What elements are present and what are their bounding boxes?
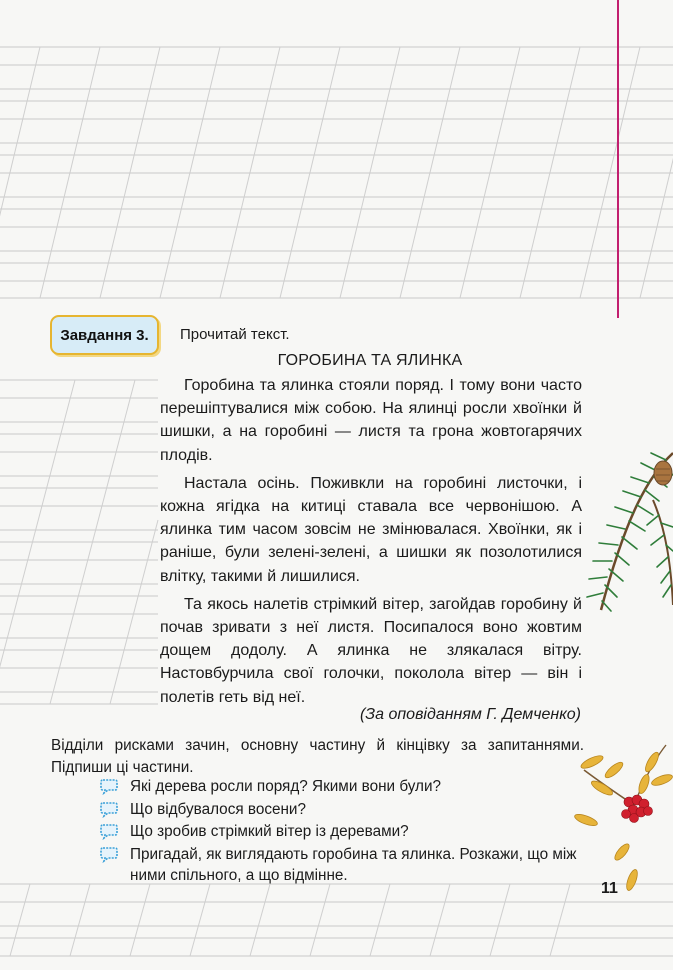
spruce-branch-illustration (571, 445, 673, 615)
story-source: (За оповіданням Г. Демченко) (359, 706, 581, 723)
question-item (100, 821, 584, 843)
story-paragraph: Горобина та ялинка стояли поряд. І тому вони часто перешіптувалися між собою. На ялинці росли хвоїнки й шишки, а на горобині — листя та грона жовтогарячих плодів. (160, 377, 582, 464)
question-text: Що відбувалося восени? (130, 800, 306, 818)
exercise-instruction: Відділи рисками зачин, основну частину й кінцівку за запитаннями. Підпиши ці частини. (51, 737, 584, 776)
question-item (100, 799, 584, 821)
story-title: ГОРОБИНА ТА ЯЛИНКА (277, 352, 463, 369)
story-paragraph: Настала осінь. Поживкли на горобині листочки, і кожна ягідка на китиці ставала все червонішою. А ялинка тим часом зовсім не змінювалася. Хвоїнки, як і раніше, були зелені-зелені, а шишки як позолотилися влітку, такими й лишилися. (160, 474, 582, 585)
question-text: Що зробив стрімкий вітер із деревами? (130, 823, 409, 840)
question-item (100, 844, 584, 887)
task-label: Завдання 3. (60, 326, 149, 344)
story-paragraph: Та якось налетів стрімкий вітер, загойдав горобину й почав зривати з неї листя. Посипалося воно жовтим дощем додолу. А ялинка не злякалася вітру. Настовбурчила свої голочки, поколола вітер — він і полетів геть від неї. (160, 595, 582, 706)
speech-bubble-icon (100, 778, 120, 796)
task-badge (50, 315, 159, 355)
question-list (100, 776, 584, 888)
story-text (160, 374, 582, 714)
question-item (100, 776, 584, 798)
speech-bubble-icon (100, 801, 120, 819)
speech-bubble-icon (100, 823, 120, 841)
question-text: Які дерева росли поряд? Якими вони були? (130, 778, 442, 795)
task-instruction: Прочитай текст. (180, 326, 290, 343)
rowan-branch-illustration (574, 740, 673, 900)
page-number: 11 (601, 880, 618, 897)
speech-bubble-icon (100, 846, 120, 864)
question-text: Пригадай, як виглядають горобина та ялинка. Розкажи, що між ними спільного, а що відмінне. (130, 845, 577, 884)
